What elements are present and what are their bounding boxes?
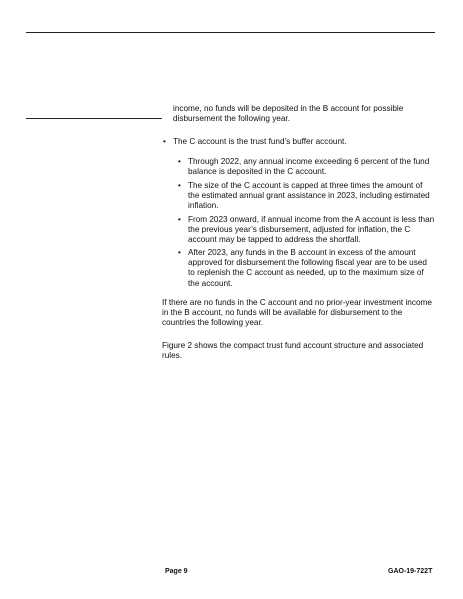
left-margin-rule [26, 118, 162, 119]
bullet-glyph: • [178, 157, 181, 166]
bullet-glyph: • [178, 181, 181, 190]
continuation-text: income, no funds will be deposited in the B account for possible disbursement the following year. [173, 104, 404, 124]
bullet-glyph: • [163, 137, 166, 146]
sub-bullet: • Through 2022, any annual income exceeding 6 percent of the fund balance is deposited in the C account. [178, 157, 430, 177]
bullet-glyph: • [178, 215, 181, 224]
bullet-glyph: • [178, 248, 181, 257]
top-rule [26, 32, 435, 33]
bullet-c-account: • The C account is the trust fund’s buffer account. [163, 137, 347, 146]
report-number: GAO-19-722T [388, 568, 433, 575]
paragraph-figure-ref: Figure 2 shows the compact trust fund account structure and associated rules. [162, 341, 424, 361]
sub-bullet: • After 2023, any funds in the B account in excess of the amount approved for disbursement the following fiscal year are to be used to replenish the C account as needed, up to the maximum size of the account. [178, 248, 427, 288]
sub-bullet: • The size of the C account is capped at three times the amount of the estimated annual grant assistance in 2023, including estimated inflation. [178, 181, 430, 211]
paragraph-no-funds: If there are no funds in the C account and no prior-year investment income in the B account, no funds will be available for disbursement to the countries the following year. [162, 298, 432, 328]
page-number: Page 9 [165, 568, 188, 575]
sub-bullet: • From 2023 onward, if annual income from the A account is less than the previous year’s disbursement, adjusted for inflation, the C account may be tapped to address the shortfall. [178, 215, 435, 245]
